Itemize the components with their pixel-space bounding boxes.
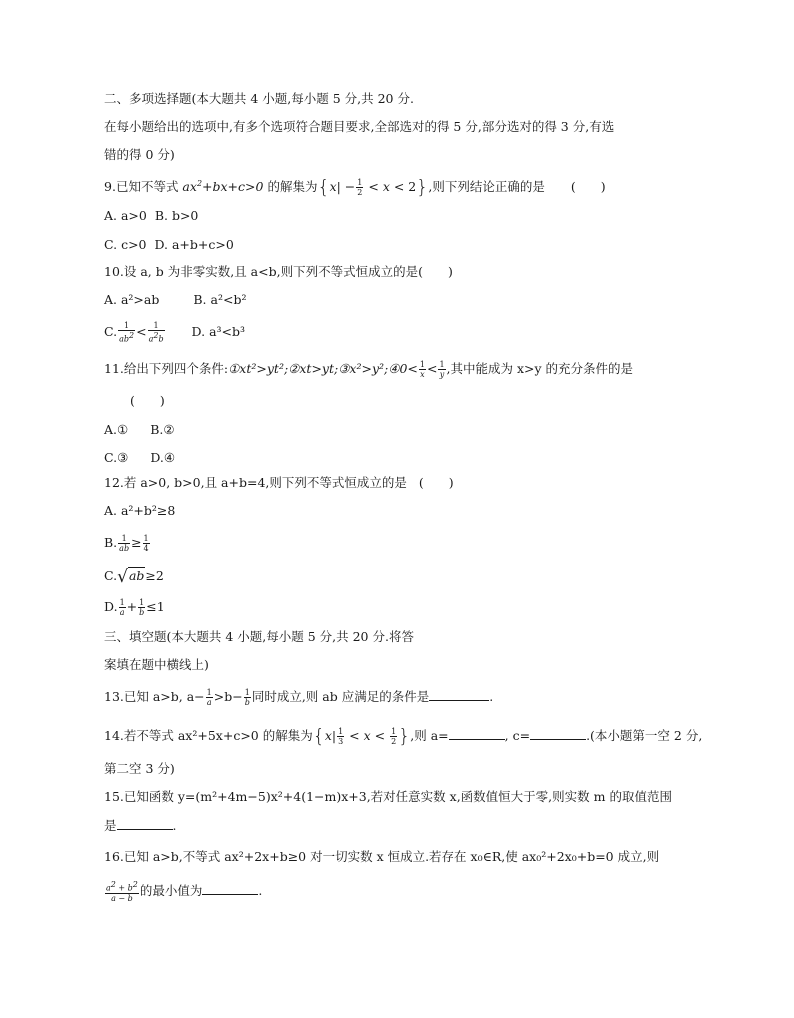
q12-option-d-label: D. [104,599,118,614]
question-15-line2 [104,817,177,835]
q9-option-b: B. b>0 [154,208,199,223]
q15-line2-pre: 是 [104,818,117,833]
q14-stem-pre: 14.若不等式 ax²+5x+c>0 的解集为 [104,728,313,743]
q12-option-c-sqrt-ab: √ab [117,567,145,587]
section2-instruction-line1: 在每小题给出的选项中,有多个选项符合题目要求,全部选对的得 5 分,部分选对的得 3 分,有选 [104,119,615,134]
q11-option-b: B.② [150,422,175,437]
q13-answer-blank[interactable] [429,688,489,701]
q9-number: 9. [104,179,116,195]
question-16-line2 [104,880,262,903]
q10-answer-paren: ( ) [418,264,453,279]
q10-option-a: A. a²>ab [104,292,160,307]
q13-end: . [489,689,494,704]
q11-option-d: D.④ [150,450,176,465]
q9-set-open-brace: { [317,176,330,199]
q16-end: . [258,882,263,898]
section2-heading: 二、多项选择题(本大题共 4 小题,每小题 5 分,共 20 分. [104,91,414,106]
q14-stem-mid: ,则 a= [410,728,449,743]
q9-fraction-half: $\frac{1}{2}$ [357,178,363,198]
q11-stem-post: ,其中能成为 x>y 的充分条件的是 [446,361,634,376]
q9-answer-paren: ( ) [570,179,606,195]
q12-option-b [104,534,151,553]
q10-option-b: B. a²<b² [193,292,247,307]
q15-answer-blank[interactable] [117,817,173,830]
q13-fraction-1-over-b: $\frac{1}{b}$ [244,688,250,707]
q12-option-d-relation: ≤1 [146,599,165,614]
q14-fraction-third: $\frac{1}{3}$ [338,727,344,746]
q12-option-b-fraction-1-over-ab: $\frac{1}{ab}$ [119,534,130,553]
q12-option-d-fraction-1-over-a: $\frac{1}{a}$ [119,598,125,617]
q9-stem-pre: 已知不等式 [115,179,183,195]
q14-answer-blank-c[interactable] [530,727,586,740]
section2-instruction-line2: 错的得 0 分) [104,147,175,162]
q10-stem: 10.设 a, b 为非零实数,且 a<b,则下列不等式恒成立的是 [104,264,419,279]
q12-answer-paren: ( ) [418,475,454,490]
q9-stem-mid: 的解集为 [267,179,318,195]
q12-option-d: D. $\frac{1}{a}$ + $\frac{1}{b}$ ≤1 [104,598,165,617]
q14-line2: 第二空 3 分) [104,761,175,776]
q11-fraction-1-over-x: $\frac{1}{x}$ [419,360,425,379]
q13-stem-mid: >b− [213,689,243,704]
q14-stem-post: .(本小题第一空 2 分, [586,728,703,743]
q12-option-c-relation: ≥2 [145,568,164,583]
q10-option-c-label: C. [104,323,118,339]
q10-option-d: D. a³<b³ [191,323,246,339]
question-13-stem [104,688,493,707]
question-10-stem [104,263,453,281]
q15-end: . [172,818,177,833]
q11-option-c: C.③ [104,450,129,465]
q16-line2-post: 的最小值为 [139,882,203,898]
q9-options-row1 [104,207,198,225]
q11-conditions: ①xt²>yt²;②xt>yt;③x²>y²;④0< [228,361,418,376]
q9-inequality: $ax^2+bx+c>0$ [182,179,264,195]
q13-stem-post: 同时成立,则 ab 应满足的条件是 [251,689,430,704]
q12-option-a: A. a²+b²≥8 [104,503,176,518]
q11-options-row2 [104,449,175,467]
q11-options-row1 [104,421,175,439]
q12-option-c [104,567,164,586]
q11-fraction-1-over-y: $\frac{1}{y}$ [439,360,445,379]
q12-option-b-fraction-quarter: $\frac{1}{4}$ [143,534,149,553]
question-14-stem: 14.若不等式 ax²+5x+c>0 的解集为{x| $\frac{1}{3}$ < x < $\frac{1}{2}$ },则 a= , c= .(本小题第一空 2 分, [104,725,703,747]
q16-answer-blank[interactable] [202,882,258,895]
q9-set-expression: x [329,179,337,195]
q10-options-row1 [104,291,246,309]
section3-heading-line1: 三、填空题(本大题共 4 小题,每小题 5 分,共 20 分.将答 [104,629,414,644]
q12-option-c-label: C. [104,568,118,583]
q12-stem: 12.若 a>0, b>0,且 a+b=4,则下列不等式恒成立的是 [104,475,407,490]
q11-option-a: A.① [104,422,129,437]
q11-answer-paren: ( ) [130,393,165,408]
q10-options-row2: C. $\frac{1}{ab^2}$ < $\frac{1}{a^2b}$ D. a³<b³ [104,321,246,344]
q9-option-c: C. c>0 [104,237,147,252]
q9-option-a: A. a>0 [104,208,147,223]
section3-heading-line2: 案填在题中横线上) [104,657,209,672]
question-9-stem: 9.已知不等式 $ax^2+bx+c>0$ 的解集为{x| − $\frac{1}{2}$ < x < 2},则下列结论正确的是 ( ) [104,176,606,199]
q9-options-row2 [104,236,234,254]
q14-fraction-half: $\frac{1}{2}$ [391,727,397,746]
q10-option-c-left-fraction: $\frac{1}{ab^2}$ [119,321,135,344]
q9-stem-post: ,则下列结论正确的是 [428,179,545,195]
question-12-stem [104,474,454,492]
question-11-stem: 11.给出下列四个条件:①xt²>yt²;②xt>yt;③x²>y²;④0< $\frac{1}{x}$ < $\frac{1}{y}$ ,其中能成为 x>y 的充分条件的是 [104,360,634,379]
question-15-line1: 15.已知函数 y=(m²+4m−5)x²+4(1−m)x+3,若对任意实数 x,函数值恒大于零,则实数 m 的取值范围 [104,789,672,804]
q16-fraction-expression: $\frac{a^2 + b^2}{a - b}$ [106,880,138,903]
q9-option-d: D. a+b+c>0 [154,237,234,252]
q12-option-b-relation: ≥ [131,535,142,550]
q13-stem-pre: 13.已知 a>b, a− [104,689,205,704]
q11-stem-pre: 11.给出下列四个条件: [104,361,229,376]
q10-option-c-right-fraction: $\frac{1}{a^2b}$ [148,321,164,344]
q13-fraction-1-over-a: $\frac{1}{a}$ [206,688,212,707]
q12-option-d-fraction-1-over-b: $\frac{1}{b}$ [139,598,145,617]
q9-set-close-brace: } [416,176,429,199]
q14-set-open-brace: { [312,725,325,747]
q12-option-b-label: B. [104,535,118,550]
q14-answer-blank-a[interactable] [449,727,505,740]
q14-set-close-brace: } [398,725,411,747]
q14-stem-c: , c= [504,728,531,743]
question-16-line1: 16.已知 a>b,不等式 ax²+2x+b≥0 对一切实数 x 恒成立.若存在 x₀∈R,使 ax₀²+2x₀+b=0 成立,则 [104,849,660,864]
